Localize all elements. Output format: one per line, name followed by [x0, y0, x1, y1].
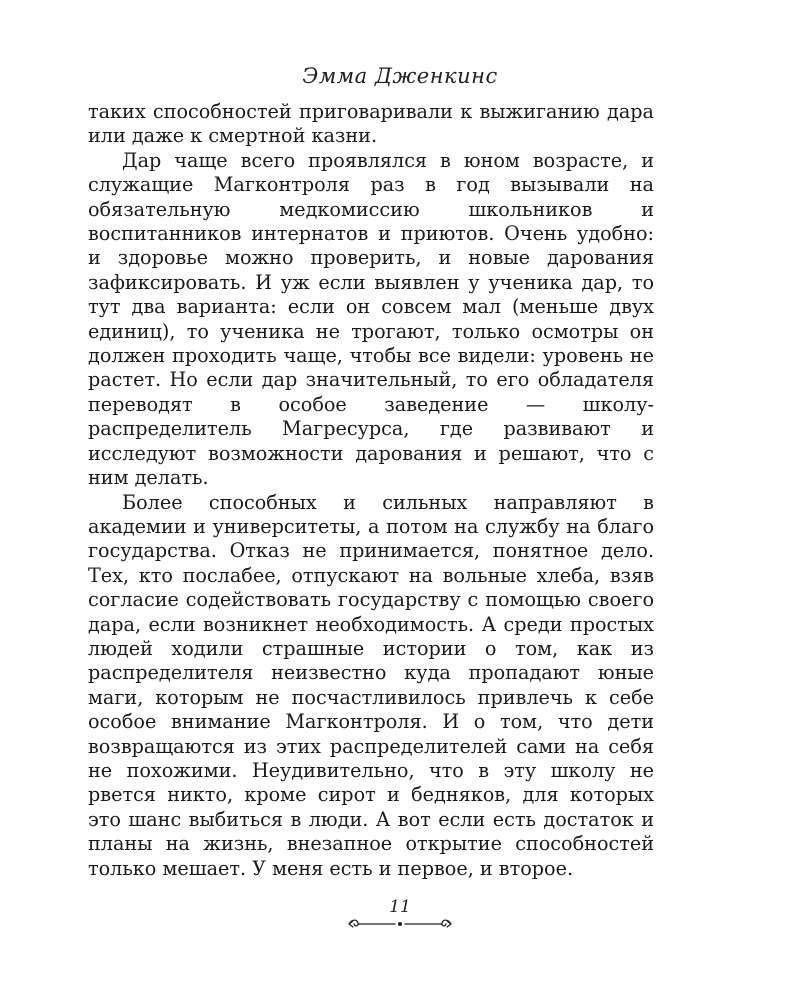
- page-number: 11: [389, 897, 411, 917]
- vine-ornament-icon: [345, 916, 455, 932]
- body-text: [88, 100, 654, 881]
- paragraph-gift-detection: Дар чаще всего проявлялся в юном возрасте, и служащие Магконтроля раз в год вызывали на обязательную медкомиссию школьников и воспитанников интернатов и приютов. Очень удобно: и здоровье можно проверить, и новые дарования зафиксировать. И уж если выявлен у ученика дар, то тут два варианта: если он совсем мал (меньше двух единиц), то ученика не трогают, только осмотры он должен проходить чаще, чтобы все видели: уровень не растет. Но если дар значительный, то его обладателя переводят в особое заведение — школу-распределитель Магресурса, где развивают и исследуют возможности дарования и решают, что с ним делать.: [88, 148, 654, 490]
- paragraph-academies: Более способных и сильных направляют в академии и университеты, а потом на службу на благо государства. Отказ не принимается, понятное дело. Тех, кто послабее, отпускают на вольные хлеба, взяв согласие содействовать государству с помощью своего дара, если возникнет необходимость. А среди простых людей ходили страшные истории о том, как из распределителя неизвестно куда пропадают юные маги, которым не посчастливилось привлечь к себе особое внимание Магконтроля. И о том, что дети возвращаются из этих распределителей сами на себя не похожими. Неудивительно, что в эту школу не рвется никто, кроме сирот и бедняков, для которых это шанс выбиться в люди. А вот если есть достаток и планы на жизнь, внезапное открытие способностей только мешает. У меня есть и первое, и второе.: [88, 490, 654, 880]
- paragraph-continuation: таких способностей приговаривали к выжиганию дара или даже к смертной казни.: [88, 100, 654, 148]
- running-header-author: Эмма Дженкинс: [302, 64, 498, 88]
- page-footer: [0, 898, 800, 932]
